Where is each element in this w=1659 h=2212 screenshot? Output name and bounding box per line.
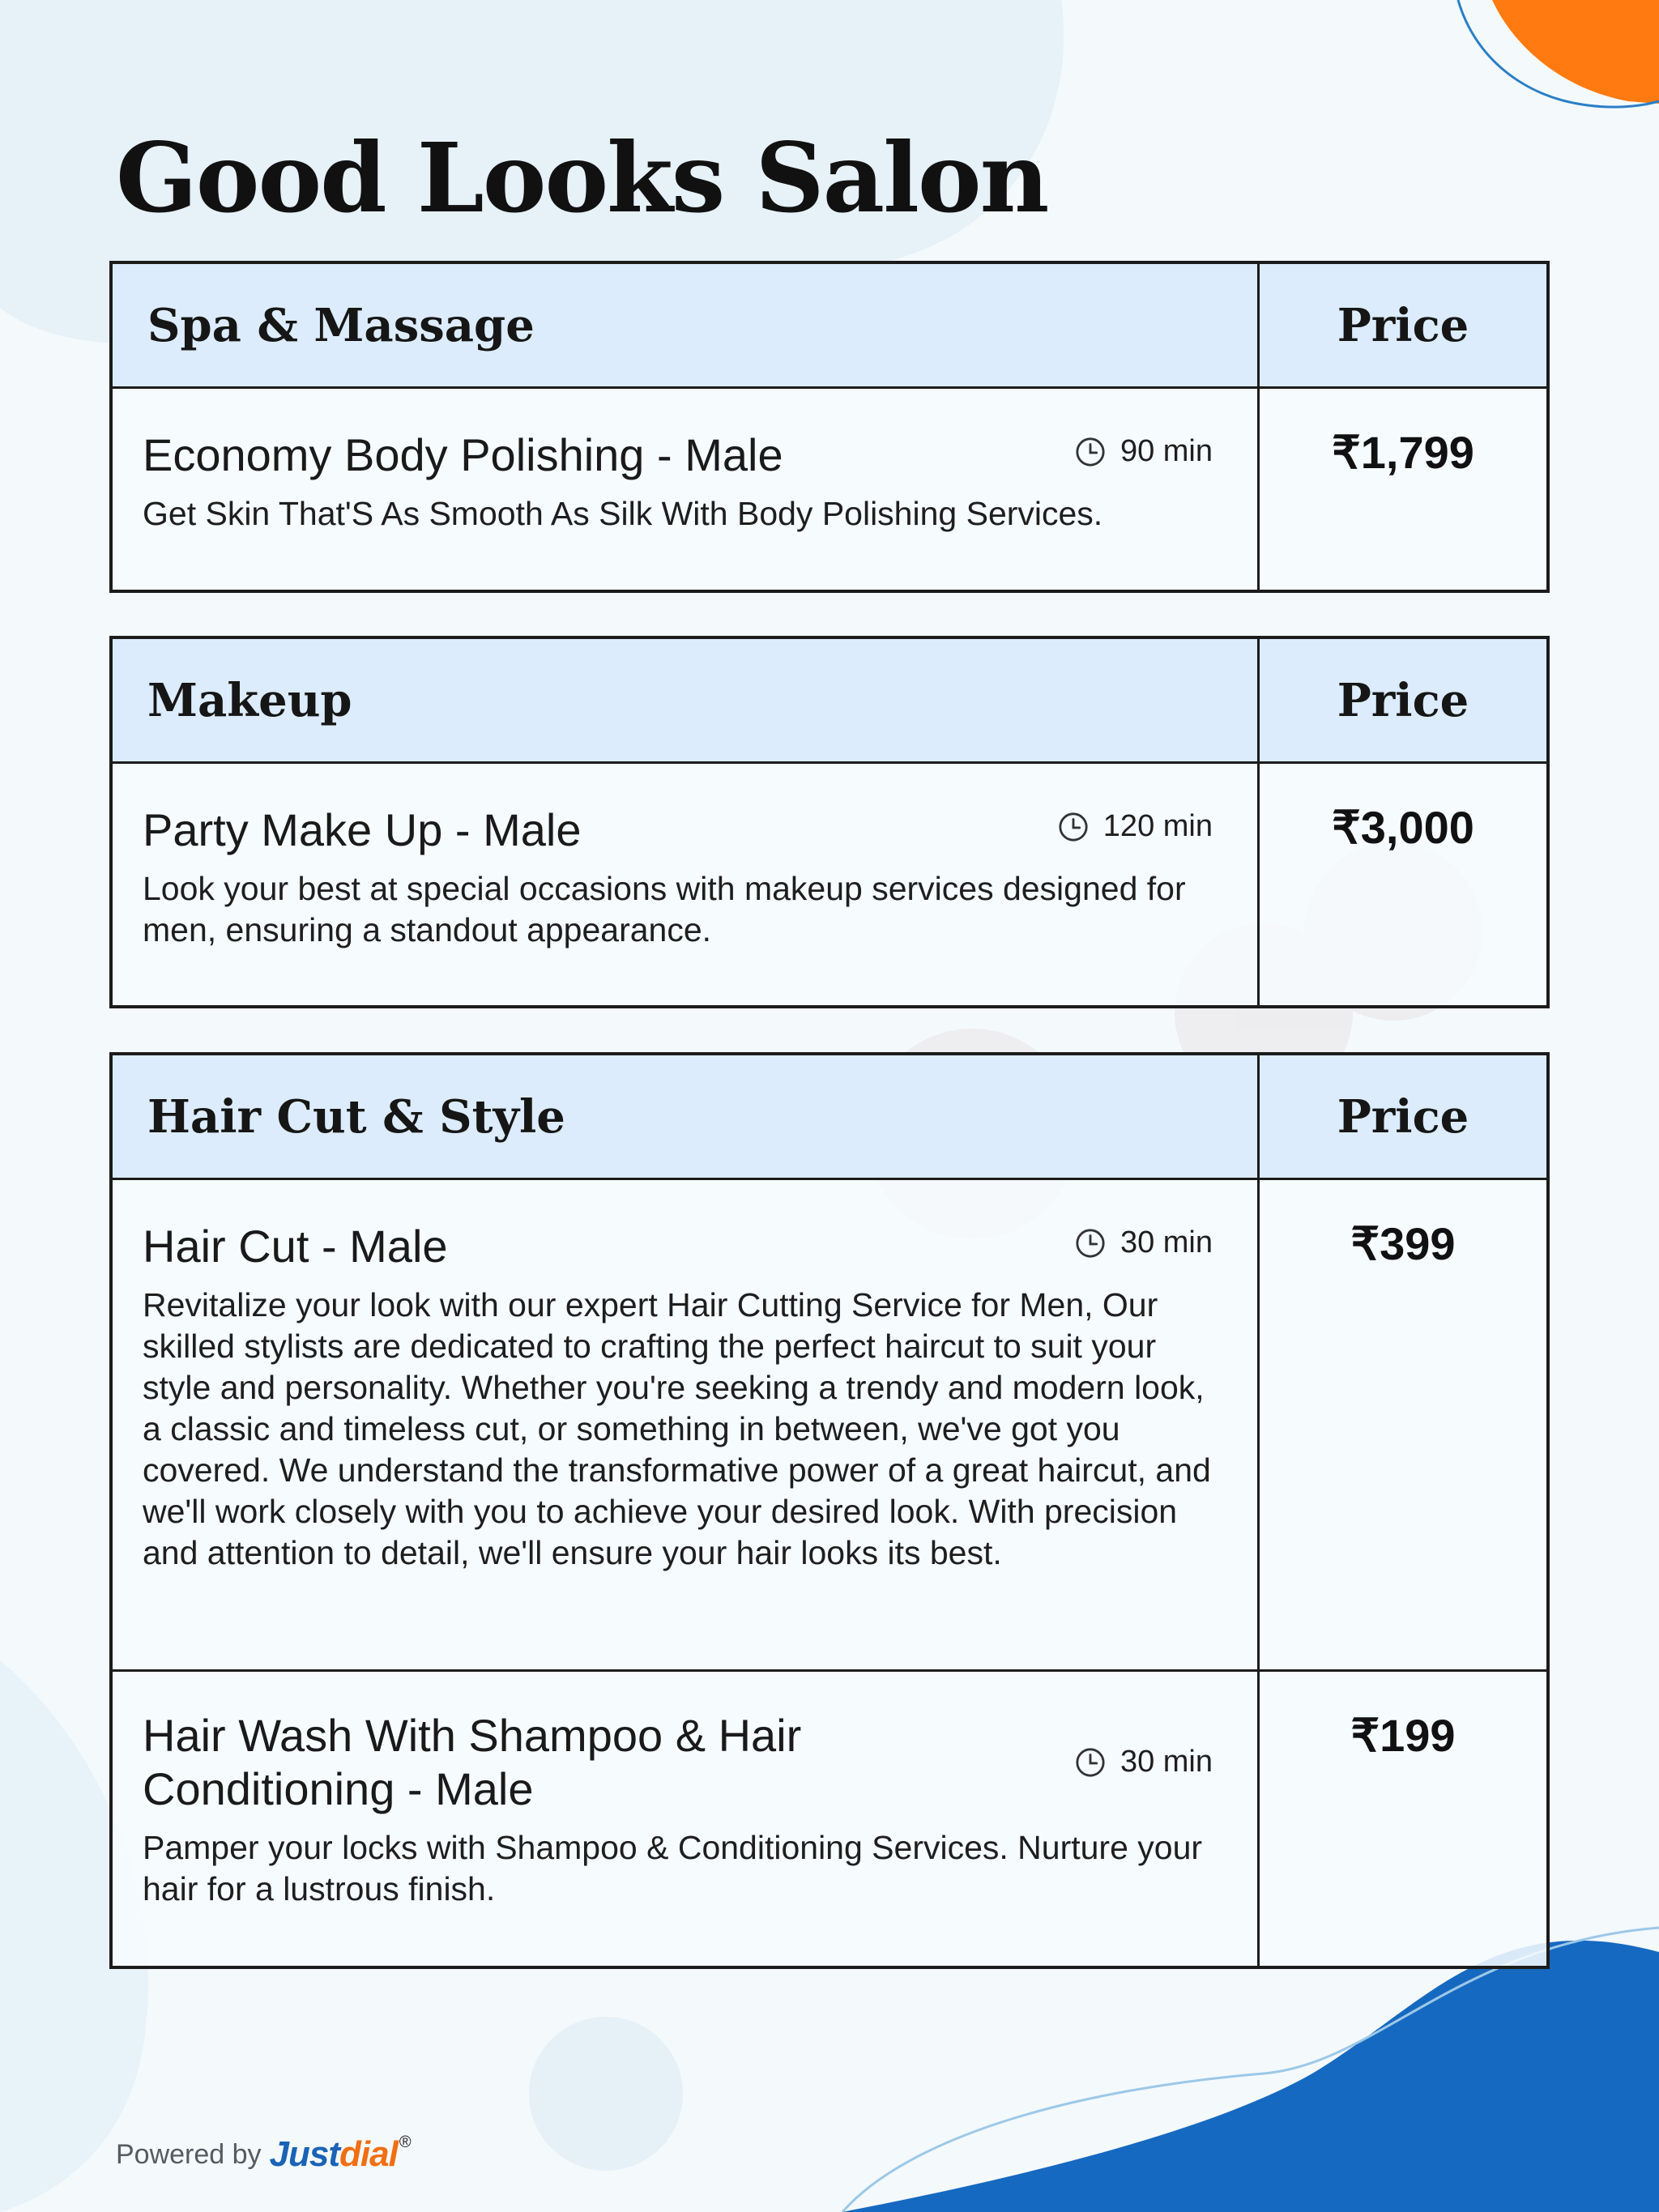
- service-price: ₹199: [1350, 1710, 1456, 1761]
- duration-text: 120 min: [1102, 809, 1213, 843]
- service-description: Revitalize your look with our expert Hair Cutting Service for Men, Our skilled stylists are dedicated to crafting the perfect haircut to suit your style and personality. Whether you're seeking a trendy and modern look, a classic and timeless cut, or something in between, we've got you covered. We understand the transformative power of a great haircut, and we'll work closely with you to achieve your desired look. With precision and attention to detail, we'll ensure your hair looks its best.: [143, 1286, 1211, 1571]
- section-makeup: [109, 636, 1550, 1008]
- section-header: [113, 639, 1546, 764]
- service-details: [113, 1672, 1260, 1967]
- duration-text: 90 min: [1120, 434, 1213, 468]
- clock-icon: [1075, 437, 1106, 467]
- service-duration: [1075, 434, 1213, 469]
- section-header: [113, 1055, 1546, 1180]
- section-hair-cut-style: [109, 1052, 1550, 1969]
- section-spa-massage: [109, 261, 1550, 593]
- service-description: Pamper your locks with Shampoo & Conditioning Services. Nurture your hair for a lustrous finish.: [143, 1829, 1203, 1907]
- logo-part-just: Just: [269, 2134, 340, 2174]
- footer: [116, 2130, 412, 2179]
- section-title: Makeup: [113, 639, 1260, 761]
- service-details: [113, 389, 1260, 590]
- price-column-header: Price: [1337, 298, 1469, 352]
- service-duration: [1075, 1745, 1213, 1779]
- clock-icon: [1075, 1747, 1106, 1778]
- service-price: ₹3,000: [1332, 802, 1474, 853]
- clock-icon: [1058, 812, 1089, 842]
- service-duration: [1075, 1225, 1213, 1260]
- service-details: [113, 1180, 1260, 1669]
- service-name: Hair Wash With Shampoo & Hair Conditioning - Male: [143, 1710, 802, 1814]
- price-column-header: Price: [1337, 673, 1469, 727]
- clock-icon: [1075, 1228, 1106, 1259]
- background-circle: [529, 2017, 683, 2171]
- section-header: [113, 264, 1546, 389]
- service-description: Get Skin That'S As Smooth As Silk With Body Polishing Services.: [143, 495, 1103, 532]
- price-column-header: Price: [1337, 1089, 1469, 1144]
- orange-corner-shape: [1492, 0, 1659, 104]
- section-title: Hair Cut & Style: [113, 1055, 1260, 1178]
- service-row: [113, 1180, 1546, 1669]
- service-price: ₹1,799: [1332, 427, 1474, 478]
- service-price: ₹399: [1350, 1218, 1456, 1269]
- duration-text: 30 min: [1120, 1225, 1213, 1259]
- service-details: [113, 764, 1260, 1006]
- service-row: [113, 1669, 1546, 1967]
- service-name: Economy Body Polishing - Male: [143, 429, 783, 480]
- service-row: [113, 764, 1546, 1006]
- service-name: Hair Cut - Male: [143, 1221, 448, 1272]
- service-row: [113, 389, 1546, 590]
- justdial-logo[interactable]: [270, 2134, 398, 2175]
- page-title: Good Looks Salon: [116, 121, 1048, 234]
- duration-text: 30 min: [1120, 1745, 1213, 1779]
- powered-by-text: Powered by: [116, 2138, 262, 2170]
- logo-part-dial: dial: [339, 2134, 398, 2174]
- service-name: Party Make Up - Male: [143, 804, 582, 855]
- section-title: Spa & Massage: [113, 264, 1260, 386]
- registered-mark: ®: [399, 2133, 412, 2151]
- service-duration: [1058, 809, 1213, 844]
- blue-wave-shape: [842, 1941, 1659, 2212]
- service-description: Look your best at special occasions with makeup services designed for men, ensuring a standout appearance.: [143, 870, 1186, 948]
